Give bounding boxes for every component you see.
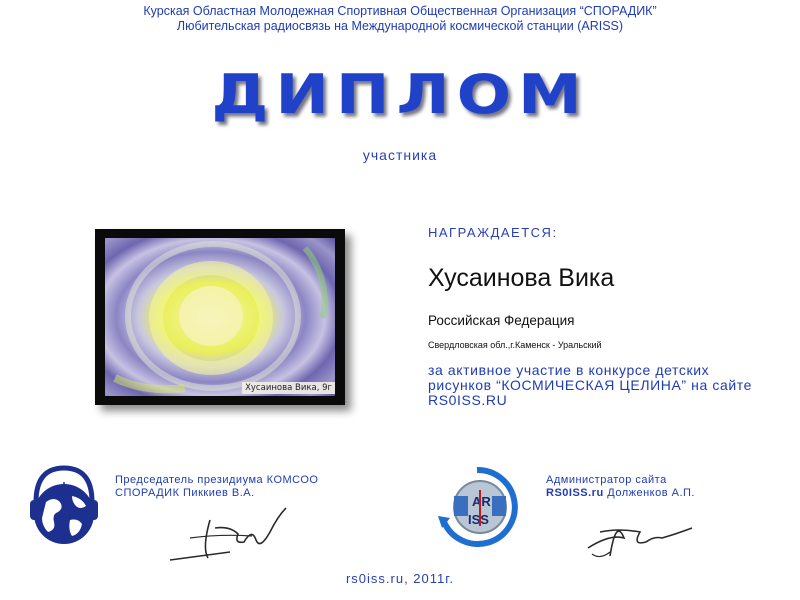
recipient-city: Свердловская обл.,г.Каменск - Уральский — [428, 340, 602, 350]
signature-left-name: СПОРАДИК Пиккиев В.А. — [115, 487, 255, 499]
ariss-logo-icon — [432, 462, 522, 552]
signature-right-name — [546, 487, 695, 500]
recipient-name: Хусаинова Вика — [428, 264, 615, 292]
site-name-bold: RS0ISS.ru — [546, 487, 604, 499]
org-name-line2: Любительская радиосвязь на Международной космической станции (ARISS) — [176, 19, 624, 33]
ariss-logo-text-bottom: ISS — [468, 512, 489, 527]
admin-name: Долженков А.П. — [603, 487, 695, 499]
signature-left-scribble — [160, 498, 300, 568]
diploma-subtitle: участника — [362, 147, 438, 163]
signature-right-scribble — [580, 508, 700, 568]
drawing-photo-frame — [95, 229, 345, 405]
awarded-label: НАГРАЖДАЕТСЯ: — [428, 225, 558, 240]
space-drawing-image — [105, 238, 335, 396]
signature-right-text — [546, 474, 695, 500]
sporadic-globe-logo-icon — [24, 462, 104, 552]
ariss-logo-text-top: AR — [472, 494, 491, 509]
org-name-line1: Курская Областная Молодежная Спортивная Общественная Организация “СПОРАДИК” — [143, 4, 657, 18]
footer-site-year: rs0iss.ru, 2011г. — [345, 571, 455, 586]
diploma-title: ДИПЛОМ — [211, 63, 589, 127]
signature-left-title: Председатель президиума КОМСОО — [115, 474, 319, 486]
signature-left-text — [115, 474, 319, 500]
drawing-caption: Хусаинова Вика, 9г — [242, 382, 335, 394]
recipient-country: Российская Федерация — [428, 313, 575, 328]
signature-right-title: Администратор сайта — [546, 474, 667, 486]
award-reason: за активное участие в конкурсе детских рисунков “КОСМИЧЕСКАЯ ЦЕЛИНА” на сайте RS0ISS.RU — [428, 362, 753, 408]
